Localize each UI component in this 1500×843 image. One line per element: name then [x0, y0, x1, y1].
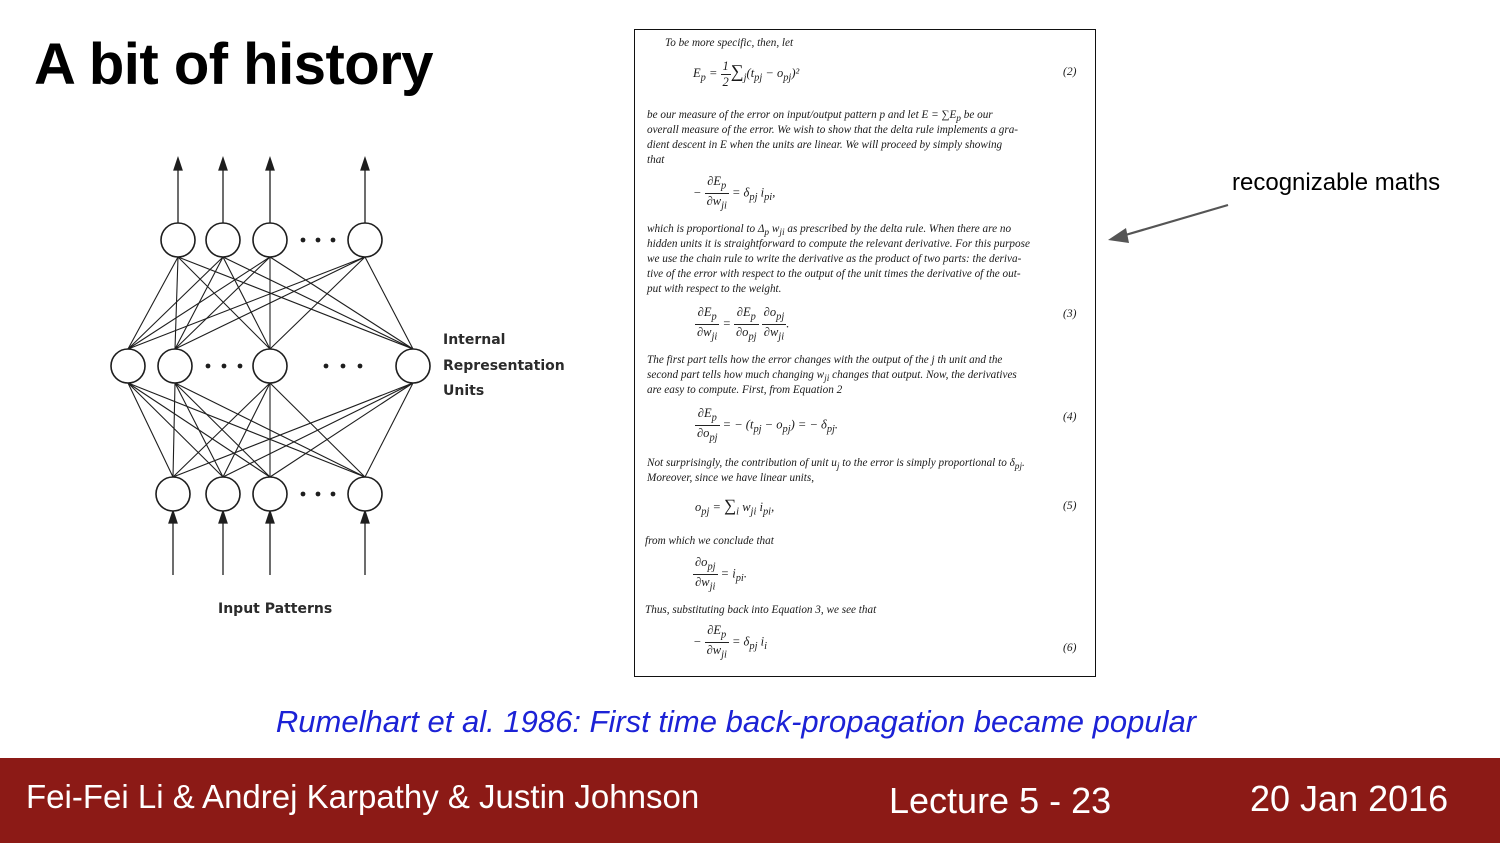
paper-line: tive of the error with respect to the output of the unit times the derivative of the out- [647, 268, 1021, 280]
equation-6: − $\frac{\partial E_p}{\partial w_{ji}}$ = $\delta_{pj}$ $i_i$ [693, 623, 767, 661]
paper-line: hidden units it is straightforward to compute the relevant derivative. For this purpose [647, 238, 1030, 250]
paper-line: are easy to compute. First, from Equation 2 [647, 384, 843, 396]
equation-2: $E_p$ = $\frac{1}{2}$ $\sum_j(t_{pj} - o_{pj})^2$ [693, 59, 800, 89]
paper-line: second part tells how much changing $w_{ji}$ changes that output. Now, the derivatives [647, 369, 1017, 385]
equation-4: $\frac{\partial E_p}{\partial o_{pj}}$ = − $(t_{pj} - o_{pj})$ = − $\delta_{pj}$. [697, 406, 839, 444]
equation-number: (6) [1063, 642, 1077, 654]
units-label: Units [443, 383, 485, 399]
representation-label: Representation [443, 358, 565, 374]
equation-number: (4) [1063, 411, 1077, 423]
equation-number: (5) [1063, 500, 1077, 512]
paper-line: be our measure of the error on input/output pattern p and let $E = \sum E_p$ be our [647, 109, 993, 125]
equation-gradient: − $\frac{\partial E_p}{\partial w_{ji}}$ = $\delta_{pj}$ $i_{pi}$, [693, 174, 776, 212]
paper-line: that [647, 154, 665, 166]
paper-line: Moreover, since we have linear units, [647, 472, 815, 484]
paper-line: we use the chain rule to write the derivative as the product of two parts: the deriva- [647, 253, 1022, 265]
equation-number: (2) [1063, 66, 1077, 78]
footer-date: 20 Jan 2016 [1250, 778, 1449, 819]
internal-label: Internal [443, 332, 506, 348]
equation-number: (3) [1063, 308, 1077, 320]
paper-line: To be more specific, then, let [665, 37, 794, 49]
caption: Rumelhart et al. 1986: First time back-propagation became popular [275, 704, 1197, 739]
paper-line: overall measure of the error. We wish to show that the delta rule implements a gra- [647, 124, 1019, 136]
paper-line: put with respect to the weight. [647, 283, 782, 295]
paper-line: dient descent in E when the units are linear. We will proceed by simply showing [647, 139, 1003, 151]
slide-title: A bit of history [34, 32, 434, 97]
footer-authors: Fei-Fei Li & Andrej Karpathy & Justin Johnson [26, 778, 700, 815]
paper-line: from which we conclude that [645, 535, 774, 547]
paper-line: Not surprisingly, the contribution of unit $u_j$ to the error is simply proportional to $\delta_{pj}$. [647, 457, 1025, 473]
annotation-label: recognizable maths [1232, 169, 1441, 196]
footer-bar [0, 758, 1500, 843]
equation-output-derivative: $\frac{\partial o_{pj}}{\partial w_{ji}}$ = $i_{pi}$. [695, 555, 747, 593]
equation-3: $\frac{\partial E_p}{\partial w_{ji}}$ = $\frac{\partial E_p}{\partial o_{pj}}$ $\frac{\partial o_{pj}}{\partial w_{ji}}$ . [697, 305, 790, 343]
paper-line: Thus, substituting back into Equation 3, we see that [645, 604, 877, 616]
equation-5: $o_{pj} = \sum_i$ $w_{ji}$ $i_{pi}$, [695, 496, 775, 518]
paper-line: which is proportional to $\Delta_p$ $w_{ji}$ as prescribed by the delta rule. When there are no [647, 223, 1012, 239]
paper-line: The first part tells how the error changes with the output of the j th unit and the [647, 354, 1003, 366]
footer-lecture: Lecture 5 - 23 [889, 780, 1112, 821]
input-patterns-label: Input Patterns [218, 601, 333, 617]
